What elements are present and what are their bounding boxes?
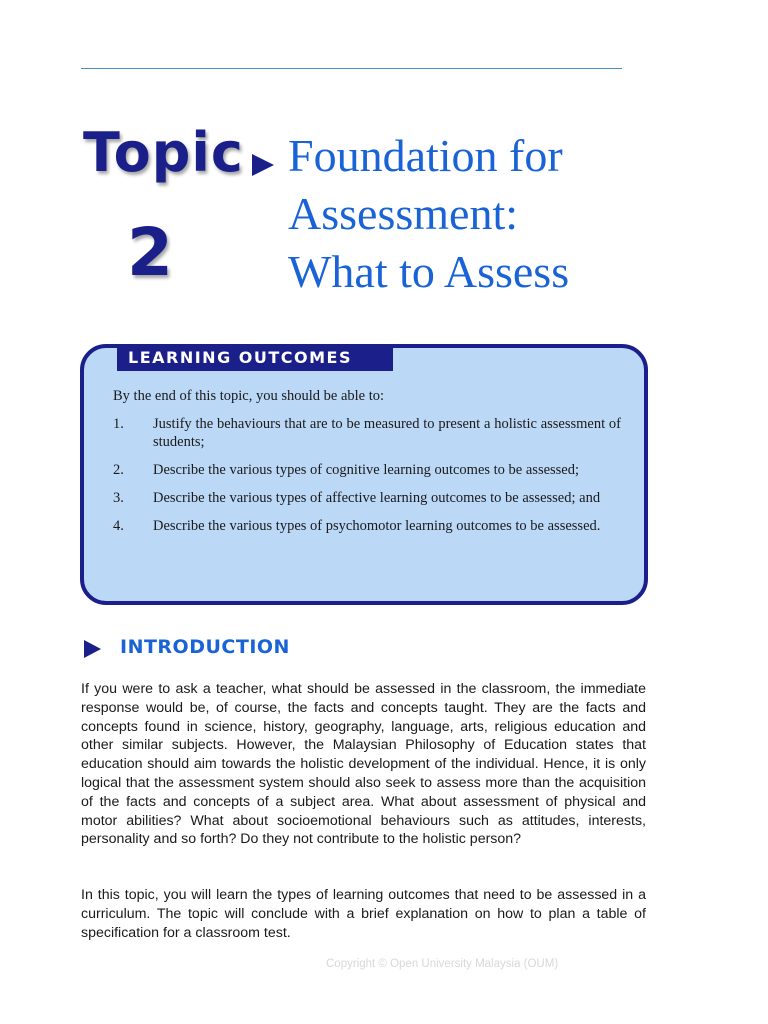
triangle-arrow-icon [252, 154, 274, 176]
list-item-number: 2. [113, 462, 124, 478]
copyright-watermark: Copyright © Open University Malaysia (OUM) [326, 958, 559, 970]
list-item-number: 1. [113, 416, 124, 432]
section-heading-introduction: INTRODUCTION [120, 636, 290, 658]
chapter-title [288, 127, 708, 301]
list-item-text: Justify the behaviours that are to be measured to present a holistic assessment of students; [153, 416, 621, 450]
topic-number: 2 [127, 214, 173, 291]
section-arrow-icon [84, 640, 101, 658]
chapter-title-line: What to Assess [288, 246, 570, 297]
learning-outcomes-intro: By the end of this topic, you should be able to: [113, 388, 385, 404]
list-item [113, 415, 621, 451]
body-paragraph: In this topic, you will learn the types of learning outcomes that need to be assessed in a curriculum. The topic will conclude with a brief explanation on how to plan a table of specification for a classroom test. [81, 887, 646, 941]
list-item-text: Describe the various types of psychomotor learning outcomes to be assessed. [153, 518, 601, 534]
list-item [113, 461, 621, 479]
topic-label: Topic [83, 121, 244, 184]
chapter-title-line: Foundation for [288, 130, 563, 181]
list-item-number: 4. [113, 518, 124, 534]
header-rule [81, 68, 622, 69]
list-item-text: Describe the various types of cognitive learning outcomes to be assessed; [153, 462, 580, 478]
list-item-number: 3. [113, 490, 124, 506]
learning-outcomes-heading: LEARNING OUTCOMES [117, 344, 393, 371]
chapter-title-line: Assessment: [288, 188, 518, 239]
list-item [113, 489, 621, 507]
learning-outcomes-list [113, 415, 621, 545]
body-paragraph: If you were to ask a teacher, what should be assessed in the classroom, the immediate response would be, of course, the facts and concepts taught. They are the facts and concepts found in science, history, geography, language, arts, religious education and other similar subjects. However, the Malaysian Philosophy of Education states that education should aim towards the holistic development of the individual. Hence, it is only logical that the assessment system should also seek to assess more than the acquisition of the facts and concepts of a subject area. What about assessment of physical and motor abilities? What about socioemotional behaviours such as attitudes, interests, personality and so forth? Do they not contribute to the holistic person? [81, 681, 646, 848]
list-item-text: Describe the various types of affective learning outcomes to be assessed; and [153, 490, 601, 506]
list-item [113, 517, 621, 535]
